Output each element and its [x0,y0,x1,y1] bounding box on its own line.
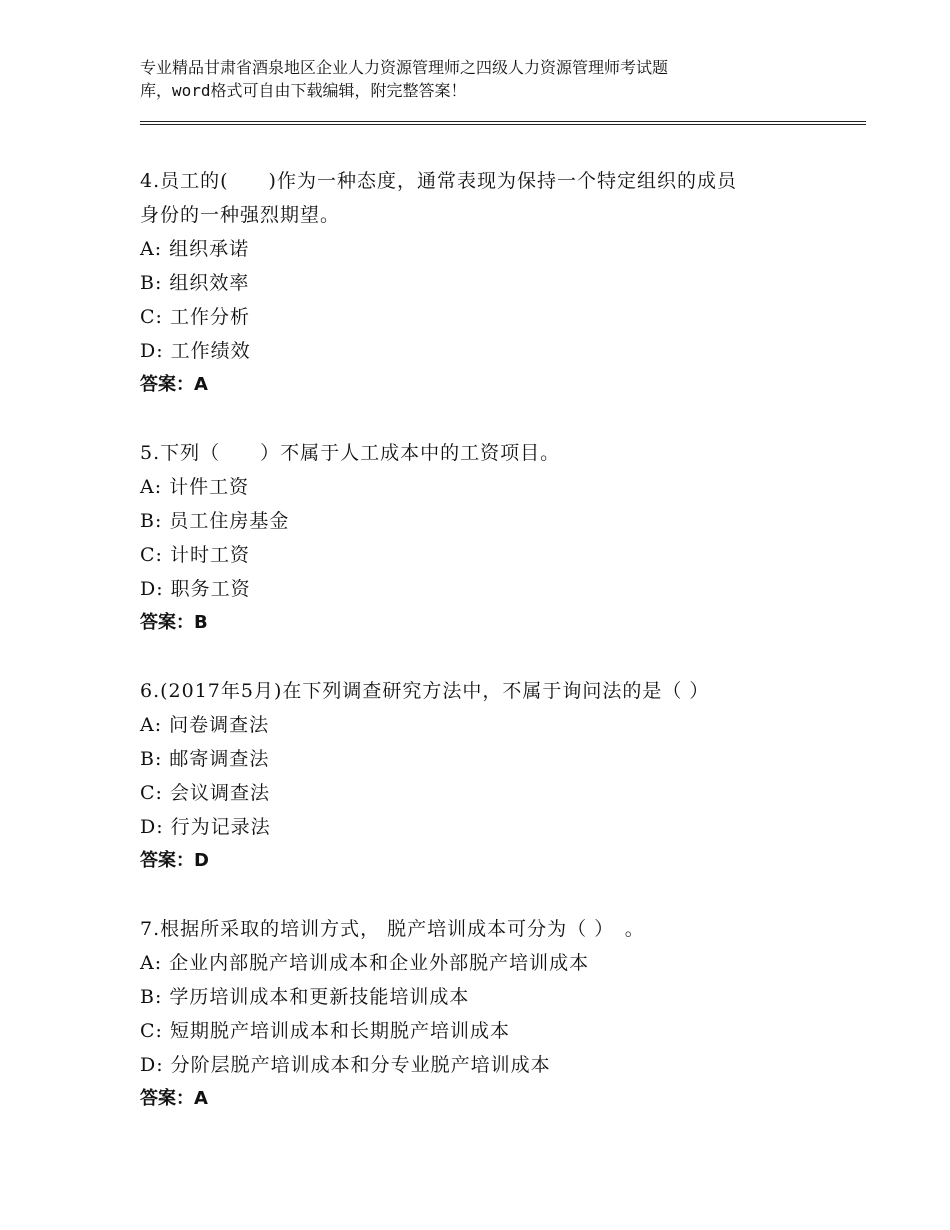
option-b: B: 学历培训成本和更新技能培训成本 [140,986,470,1008]
option-b: B: 员工住房基金 [140,510,290,532]
question-spacer [140,402,840,436]
option-b: B: 组织效率 [140,272,250,294]
question-4 [140,164,840,402]
option-d: D: 分阶层脱产培训成本和分专业脱产培训成本 [140,1054,551,1076]
question-stem-line: 6.(2017年5月)在下列调查研究方法中，不属于询问法的是（ ） [140,680,710,702]
question-list [140,164,840,1116]
option-d: D: 行为记录法 [140,816,271,838]
answer-label: 答案：B [140,612,208,633]
option-d: D: 职务工资 [140,578,251,600]
question-spacer [140,640,840,674]
option-a: A: 企业内部脱产培训成本和企业外部脱产培训成本 [140,952,590,974]
header-title-line-2: 库，word格式可自由下载编辑，附完整答案！ [140,81,467,100]
answer-label: 答案：A [140,374,208,395]
question-7 [140,912,840,1116]
option-a: A: 组织承诺 [140,238,250,260]
option-c: C: 短期脱产培训成本和长期脱产培训成本 [140,1020,510,1042]
question-6 [140,674,840,878]
option-a: A: 问卷调查法 [140,714,270,736]
question-spacer [140,878,840,912]
header-divider-top [140,121,866,122]
option-a: A: 计件工资 [140,476,250,498]
option-c: C: 会议调查法 [140,782,270,804]
question-stem-line: 身份的一种强烈期望。 [140,204,341,226]
answer-label: 答案：D [140,850,209,871]
question-stem-line: 4.员工的( )作为一种态度，通常表现为保持一个特定组织的成员 [140,170,737,192]
option-c: C: 计时工资 [140,544,250,566]
document-header [140,56,840,102]
answer-label: 答案：A [140,1088,208,1109]
question-stem-line: 7.根据所采取的培训方式， 脱产培训成本可分为（ ） 。 [140,918,645,940]
option-b: B: 邮寄调查法 [140,748,270,770]
header-title-line-1: 专业精品甘肃省酒泉地区企业人力资源管理师之四级人力资源管理师考试题 [140,58,669,77]
header-divider-bottom [140,124,866,125]
option-d: D: 工作绩效 [140,340,251,362]
question-5 [140,436,840,640]
question-stem-line: 5.下列（ ）不属于人工成本中的工资项目。 [140,442,561,464]
option-c: C: 工作分析 [140,306,250,328]
